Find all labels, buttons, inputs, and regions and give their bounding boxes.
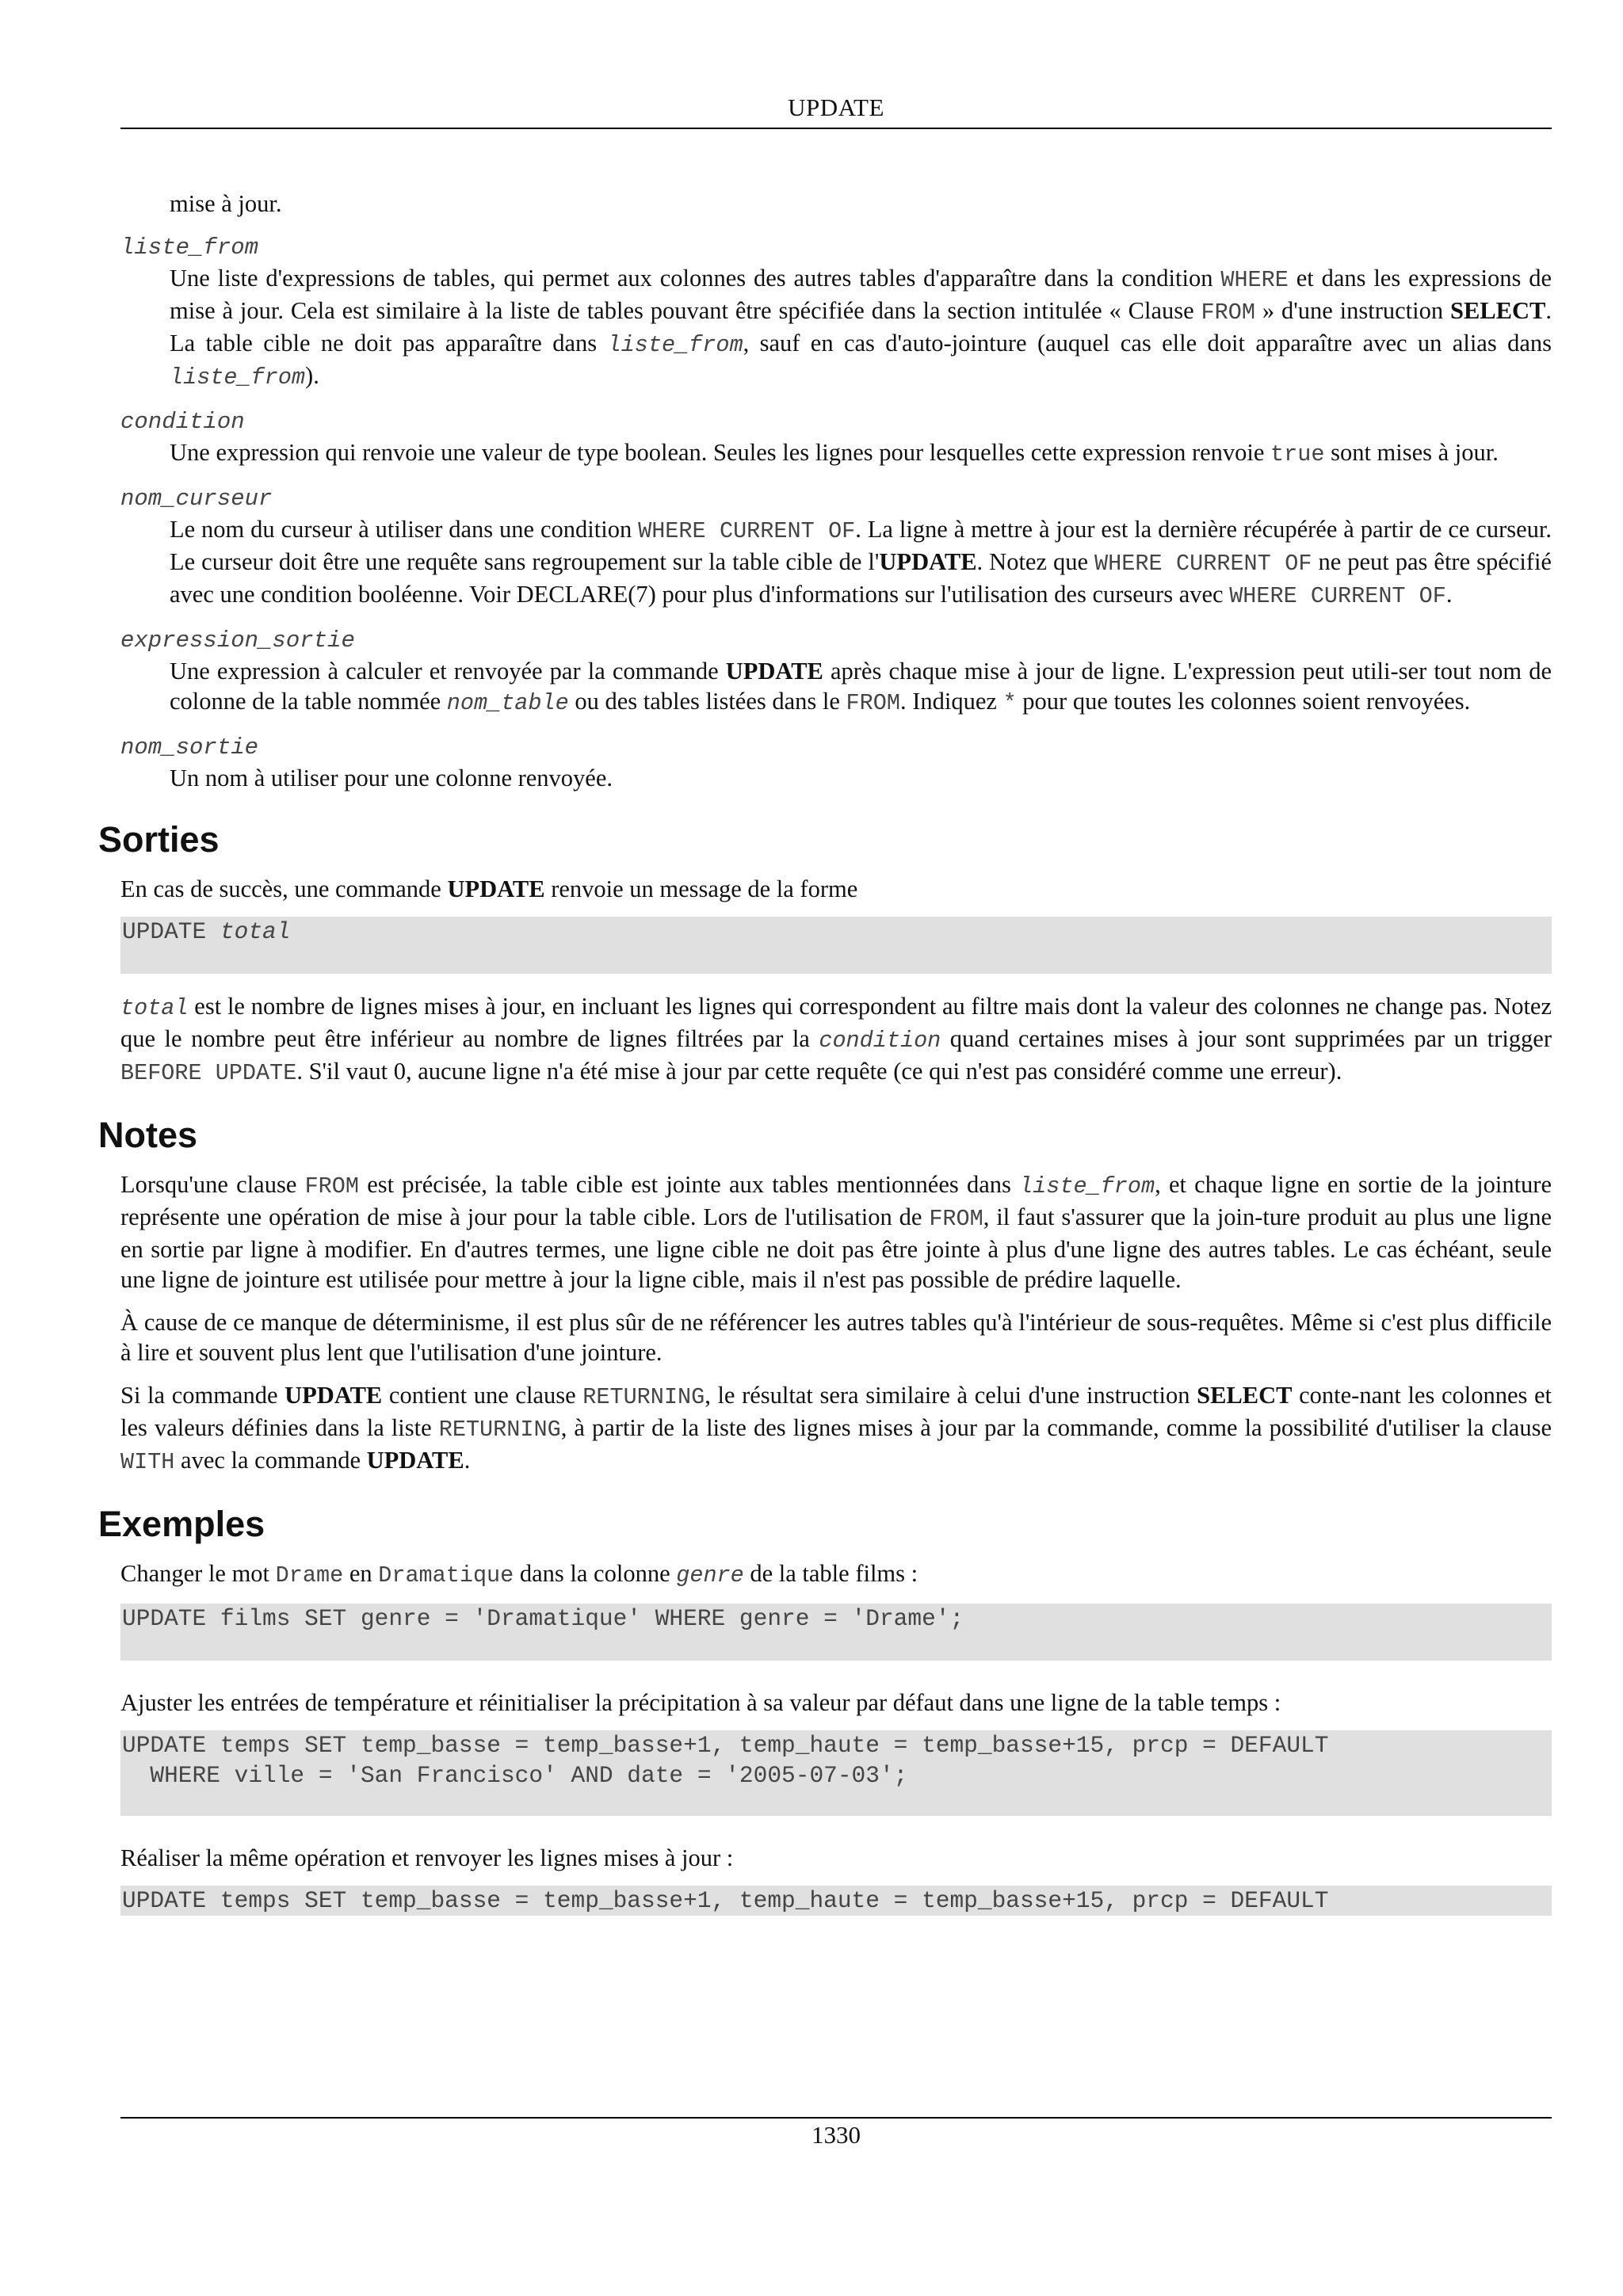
- param-expression-sortie: [120, 626, 1552, 719]
- text-run: est précisée, la table cible est jointe aux tables mentionnées dans: [359, 1171, 1020, 1198]
- param-ref: condition: [819, 1028, 941, 1054]
- text-run: .: [464, 1447, 471, 1474]
- text-run: renvoie un message de la forme: [544, 875, 858, 902]
- param-nom-sortie: [120, 733, 1552, 793]
- text-run: conte-nant les colonnes et les valeurs définies dans la liste: [120, 1382, 1552, 1441]
- code-block: [120, 1604, 1552, 1661]
- code-inline: *: [1002, 690, 1017, 716]
- command-name: SELECT: [1450, 297, 1546, 324]
- param-term: nom_curseur: [120, 486, 273, 512]
- header-rule: [120, 128, 1552, 129]
- param-term: condition: [120, 409, 245, 435]
- param-definition: [170, 263, 1552, 393]
- text-run: . Notez que: [976, 548, 1095, 575]
- section-heading-sorties: Sorties: [98, 819, 220, 860]
- footer-rule: [120, 2117, 1552, 2119]
- text-run: , sauf en cas d'auto-jointure (auquel cas elle doit apparaître avec un alias dans: [743, 330, 1552, 357]
- code-inline: WHERE CURRENT OF: [1229, 583, 1446, 609]
- param-ref: genre: [676, 1562, 744, 1589]
- command-name: UPDATE: [285, 1382, 383, 1409]
- code-inline: RETURNING: [438, 1417, 561, 1443]
- paragraph: [120, 1558, 1552, 1591]
- code-line: UPDATE temps SET temp_basse = temp_basse+1, temp_haute = temp_basse+15, prcp = DEFAULT: [122, 1887, 1329, 1914]
- param-nom-curseur: [120, 484, 1552, 612]
- text-run: Le nom du curseur à utiliser dans une condition: [170, 516, 639, 543]
- text-run: de la table films :: [743, 1560, 918, 1587]
- code-inline: FROM: [304, 1173, 359, 1199]
- code-inline: true: [1270, 441, 1325, 467]
- param-term: liste_from: [120, 235, 259, 261]
- code-inline: Drame: [275, 1562, 344, 1589]
- text-run: pour que toutes les colonnes soient renvoyées.: [1016, 688, 1471, 715]
- text-run: , à partir de la liste des lignes mises à jour par la commande, comme la possibilité d'utiliser la clause: [560, 1414, 1552, 1441]
- param-liste-from: [120, 233, 1552, 393]
- text-run: » d'une instruction: [1254, 297, 1450, 324]
- param-definition: [170, 514, 1552, 612]
- running-header: UPDATE: [788, 93, 884, 121]
- code-text: UPDATE: [122, 918, 220, 945]
- text-run: avec la commande: [174, 1447, 367, 1474]
- code-line: UPDATE films SET genre = 'Dramatique' WHERE genre = 'Drame';: [122, 1605, 964, 1632]
- code-inline: FROM: [846, 690, 900, 716]
- code-inline: WHERE: [1220, 267, 1289, 293]
- section-heading-notes: Notes: [98, 1115, 198, 1155]
- paragraph: Ajuster les entrées de température et réinitialiser la précipitation à sa valeur par défaut dans une ligne de la table temps :: [120, 1689, 1281, 1716]
- text-run: après chaque mise à jour de ligne. L'expression peut utili-ser tout nom de colonne de la table nommée: [170, 658, 1552, 715]
- text-run: Si la commande: [120, 1382, 285, 1409]
- code-block: [120, 1730, 1552, 1816]
- param-ref: liste_from: [170, 364, 306, 391]
- param-ref: total: [120, 995, 189, 1021]
- text-run: . La table cible ne doit pas apparaître dans: [170, 297, 1552, 357]
- text-run: .: [1445, 581, 1453, 608]
- text-run: , le résultat sera similaire à celui d'une instruction: [705, 1382, 1197, 1409]
- text-run: ne peut pas être spécifié avec une condition booléenne. Voir DECLARE(7) pour plus d'informations sur l'utilisation des curseurs avec: [170, 548, 1552, 608]
- text-run: dans la colonne: [514, 1560, 677, 1587]
- text-run: Une expression qui renvoie une valeur de type boolean. Seules les lignes pour lesquelles cette expression renvoie: [170, 439, 1271, 466]
- paragraph: [120, 1169, 1552, 1295]
- text-run: et dans les expressions de mise à jour. Cela est similaire à la liste de tables pouvant être spécifiée dans la section intitulée « Clause: [170, 265, 1552, 324]
- page-number: 1330: [812, 2121, 861, 2149]
- param-definition: Un nom à utiliser pour une colonne renvoyée.: [170, 765, 613, 791]
- text-run: est le nombre de lignes mises à jour, en incluant les lignes qui correspondent au filtre mais dont la valeur des colonnes ne change pas. Notez que le nombre peut être inférieur au nombre de lignes filtrées par la: [120, 993, 1552, 1052]
- text-run: , il faut s'assurer que la join-ture produit au plus une ligne en sortie par ligne à modifier. En d'autres termes, une ligne cible ne doit pas être jointe à plus d'une ligne des autres tables. Le cas échéant, seule une ligne de jointure est utilisée pour mettre à jour la ligne cible, mais il n'est pas possible de prédire laquelle.: [120, 1203, 1552, 1293]
- text-run: , et chaque ligne en sortie de la jointure représente une opération de mise à jour pour la table cible. Lors de l'utilisation de: [120, 1171, 1552, 1230]
- paragraph: Réaliser la même opération et renvoyer les lignes mises à jour :: [120, 1844, 734, 1871]
- code-inline: WHERE CURRENT OF: [1094, 551, 1312, 577]
- code-inline: Dramatique: [378, 1562, 514, 1589]
- text-run: Lorsqu'une clause: [120, 1171, 305, 1198]
- paragraph: [120, 991, 1552, 1089]
- command-name: SELECT: [1197, 1382, 1293, 1409]
- code-block: [120, 917, 1552, 974]
- param-condition: [120, 407, 1552, 470]
- code-line: WHERE ville = 'San Francisco' AND date = '2005-07-03';: [122, 1762, 908, 1789]
- code-line: UPDATE temps SET temp_basse = temp_basse+1, temp_haute = temp_basse+15, prcp = DEFAULT: [122, 1732, 1329, 1759]
- command-name: UPDATE: [725, 658, 823, 685]
- code-placeholder: total: [220, 918, 291, 945]
- text-run: quand certaines mises à jour sont supprimées par un trigger: [941, 1025, 1552, 1052]
- code-inline: WITH: [120, 1449, 175, 1475]
- param-ref: nom_table: [446, 690, 569, 716]
- text-run: ou des tables listées dans le: [568, 688, 846, 715]
- text-run: . S'il vaut 0, aucune ligne n'a été mise à jour par cette requête (ce qui n'est pas considéré comme une erreur).: [296, 1058, 1342, 1085]
- command-name: UPDATE: [447, 875, 545, 902]
- param-term: nom_sortie: [120, 734, 259, 761]
- paragraph: [120, 1380, 1552, 1478]
- param-definition: [170, 656, 1552, 719]
- command-name: UPDATE: [366, 1447, 464, 1474]
- paragraph: [120, 874, 1552, 904]
- text-run: contient une clause: [382, 1382, 583, 1409]
- text-run: . La ligne à mettre à jour est la dernière récupérée à partir de ce curseur. Le curseur doit être une requête sans regroupement sur la table cible de l': [170, 516, 1552, 575]
- text-run: Une liste d'expressions de tables, qui permet aux colonnes des autres tables d'apparaître dans la condition: [170, 265, 1221, 292]
- paragraph: À cause de ce manque de déterminisme, il est plus sûr de ne référencer les autres tables qu'à l'intérieur de sous-requêtes. Même si c'est plus difficile à lire et souvent plus lent que l'utilisation d'une jointure.: [120, 1309, 1552, 1366]
- text-run: . Indiquez: [899, 688, 1003, 715]
- code-inline: FROM: [1201, 299, 1255, 326]
- text-run: Une expression à calculer et renvoyée par la commande: [170, 658, 726, 685]
- param-ref: liste_from: [1019, 1173, 1155, 1199]
- param-definition: [170, 437, 1552, 470]
- code-block: [120, 1886, 1552, 1916]
- code-inline: RETURNING: [582, 1384, 705, 1410]
- param-term: expression_sortie: [120, 627, 355, 654]
- text-run: Changer le mot: [120, 1560, 276, 1587]
- param-ref: liste_from: [607, 332, 743, 358]
- code-inline: FROM: [929, 1206, 983, 1232]
- text-run: ).: [305, 362, 319, 389]
- code-inline: WHERE CURRENT OF: [638, 518, 856, 544]
- page-content: [98, 189, 1552, 1916]
- text-run: En cas de succès, une commande: [120, 875, 448, 902]
- section-heading-exemples: Exemples: [98, 1504, 265, 1544]
- text-run: sont mises à jour.: [1324, 439, 1499, 466]
- text-run: en: [343, 1560, 379, 1587]
- continued-definition: mise à jour.: [170, 190, 282, 217]
- command-name: UPDATE: [879, 548, 977, 575]
- code-inline: BEFORE UPDATE: [120, 1060, 297, 1086]
